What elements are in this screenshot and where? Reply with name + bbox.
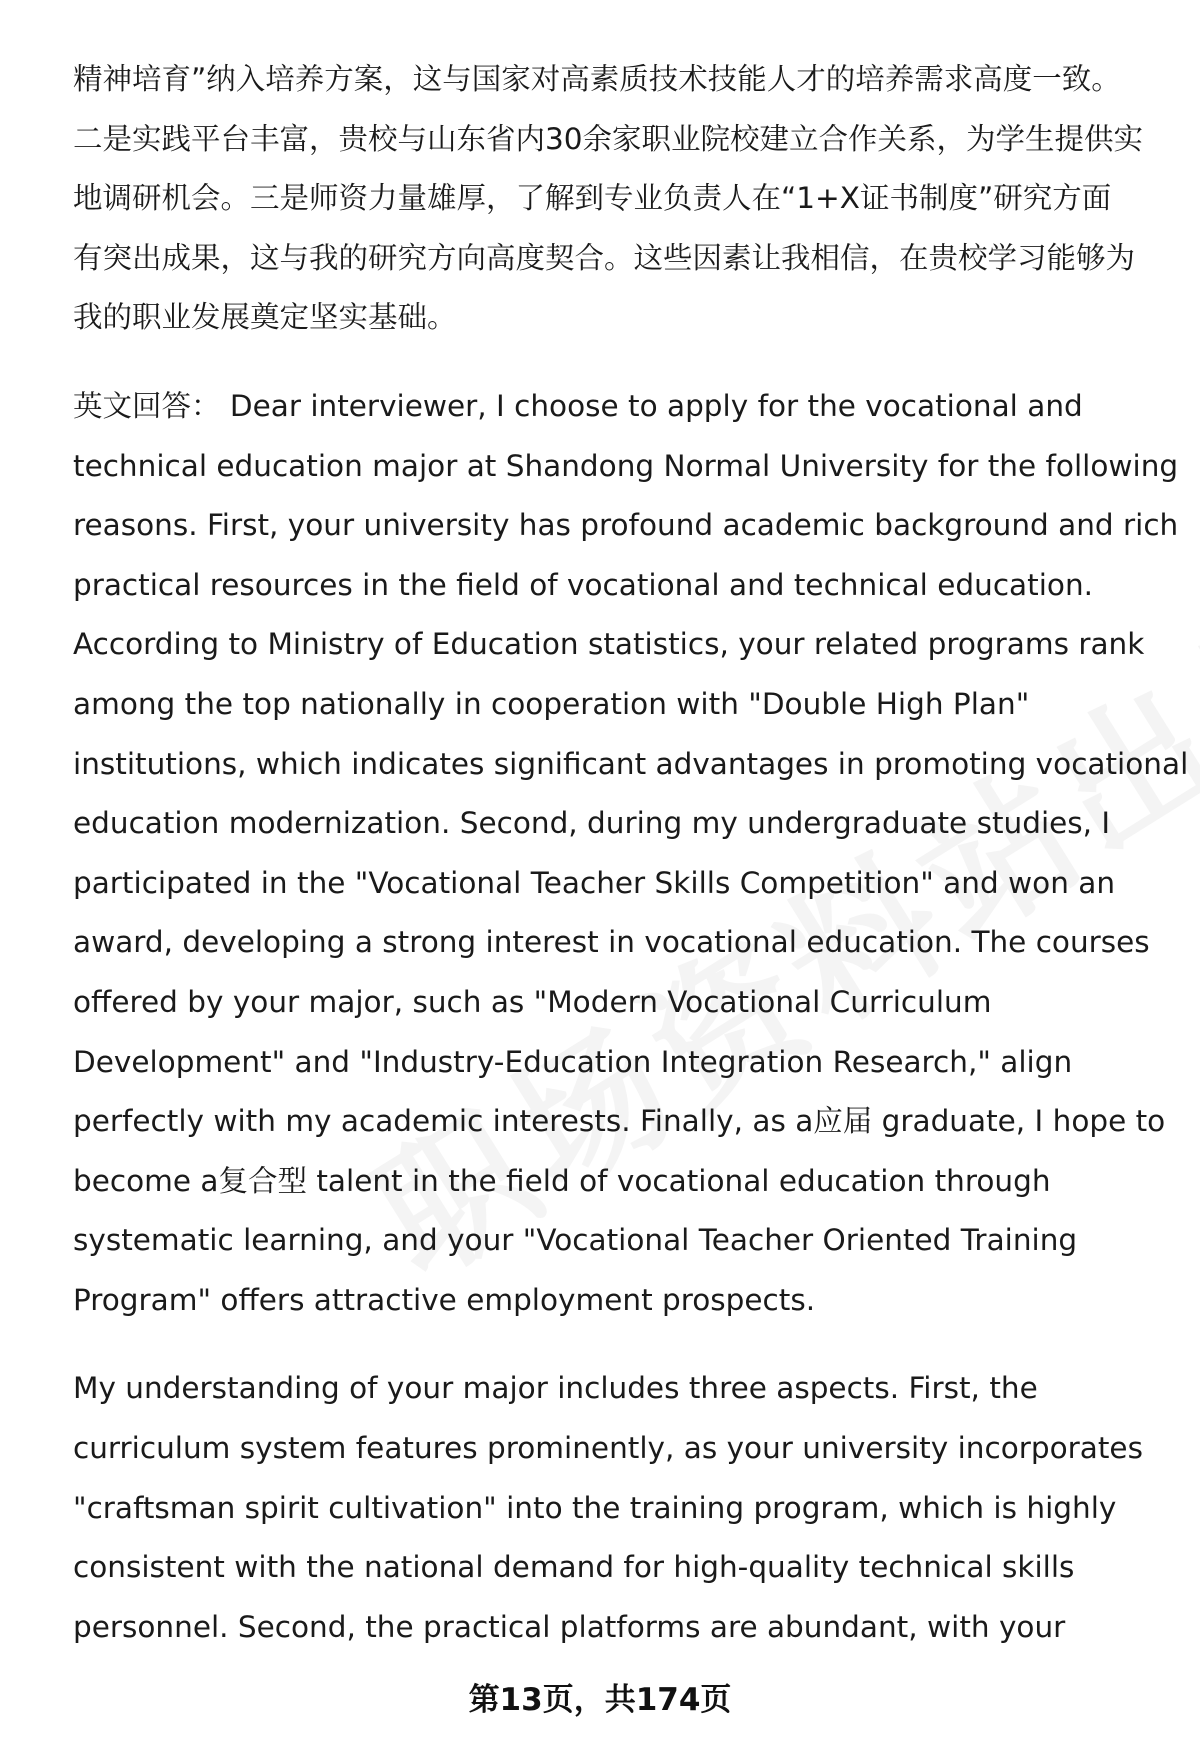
page-body: [73, 50, 1189, 1657]
text-line: institutions, which indicates significant advantages in promoting vocational: [73, 746, 1189, 781]
text-line: "craftsman spirit cultivation" into the training program, which is highly: [73, 1490, 1117, 1525]
text-line: reasons. First, your university has profound academic background and rich: [73, 508, 1179, 543]
text-line: 二是实践平台丰富，贵校与山东省内30余家职业院校建立合作关系，为学生提供实: [73, 121, 1144, 156]
text-line: personnel. Second, the practical platforms are abundant, with your: [73, 1609, 1066, 1644]
text-line: consistent with the national demand for high-quality technical skills: [73, 1550, 1075, 1585]
text-line: offered by your major, such as "Modern Vocational Curriculum: [73, 984, 992, 1019]
text-line: systematic learning, and your "Vocational Teacher Oriented Training: [73, 1223, 1078, 1258]
page-number: 第13页，共174页: [468, 1682, 732, 1718]
text-line: 地调研机会。三是师资力量雄厚，了解到专业负责人在“1+X证书制度”研究方面: [73, 181, 1112, 216]
text-line: practical resources in the field of vocational and technical education.: [73, 567, 1094, 602]
text-line: technical education major at Shandong Normal University for the following: [73, 448, 1179, 483]
text-line: Program" offers attractive employment prospects.: [73, 1282, 816, 1317]
paragraph-major-understanding: [73, 1359, 1153, 1657]
text-line: education modernization. Second, during my undergraduate studies, I: [73, 806, 1111, 841]
text-line: 精神培育”纳入培养方案，这与国家对高素质技术技能人才的培养需求高度一致。: [73, 62, 1121, 96]
text-line: participated in the "Vocational Teacher Skills Competition" and won an: [73, 865, 1116, 900]
text-line: My understanding of your major includes three aspects. First, the: [73, 1371, 1038, 1406]
text-line: 英文回答： Dear interviewer, I choose to apply for the vocational and: [73, 388, 1083, 423]
text-line: curriculum system features prominently, as your university incorporates: [73, 1431, 1143, 1466]
text-line: 有突出成果，这与我的研究方向高度契合。这些因素让我相信，在贵校学习能够为: [73, 240, 1136, 275]
text-line: among the top nationally in cooperation with "Double High Plan": [73, 686, 1030, 721]
text-line: Development" and "Industry-Education Integration Research," align: [73, 1044, 1073, 1079]
text-line: 我的职业发展奠定坚实基础。: [73, 300, 457, 335]
text-line: award, developing a strong interest in vocational education. The courses: [73, 925, 1150, 960]
text-line: perfectly with my academic interests. Finally, as a应届 graduate, I hope to: [73, 1104, 1166, 1139]
paragraph-english-answer: [73, 377, 1189, 1331]
text-line: become a复合型 talent in the field of vocational education through: [73, 1163, 1051, 1198]
paragraph-chinese-answer-continued: [73, 50, 1153, 348]
text-line: According to Ministry of Education statistics, your related programs rank: [73, 627, 1145, 662]
